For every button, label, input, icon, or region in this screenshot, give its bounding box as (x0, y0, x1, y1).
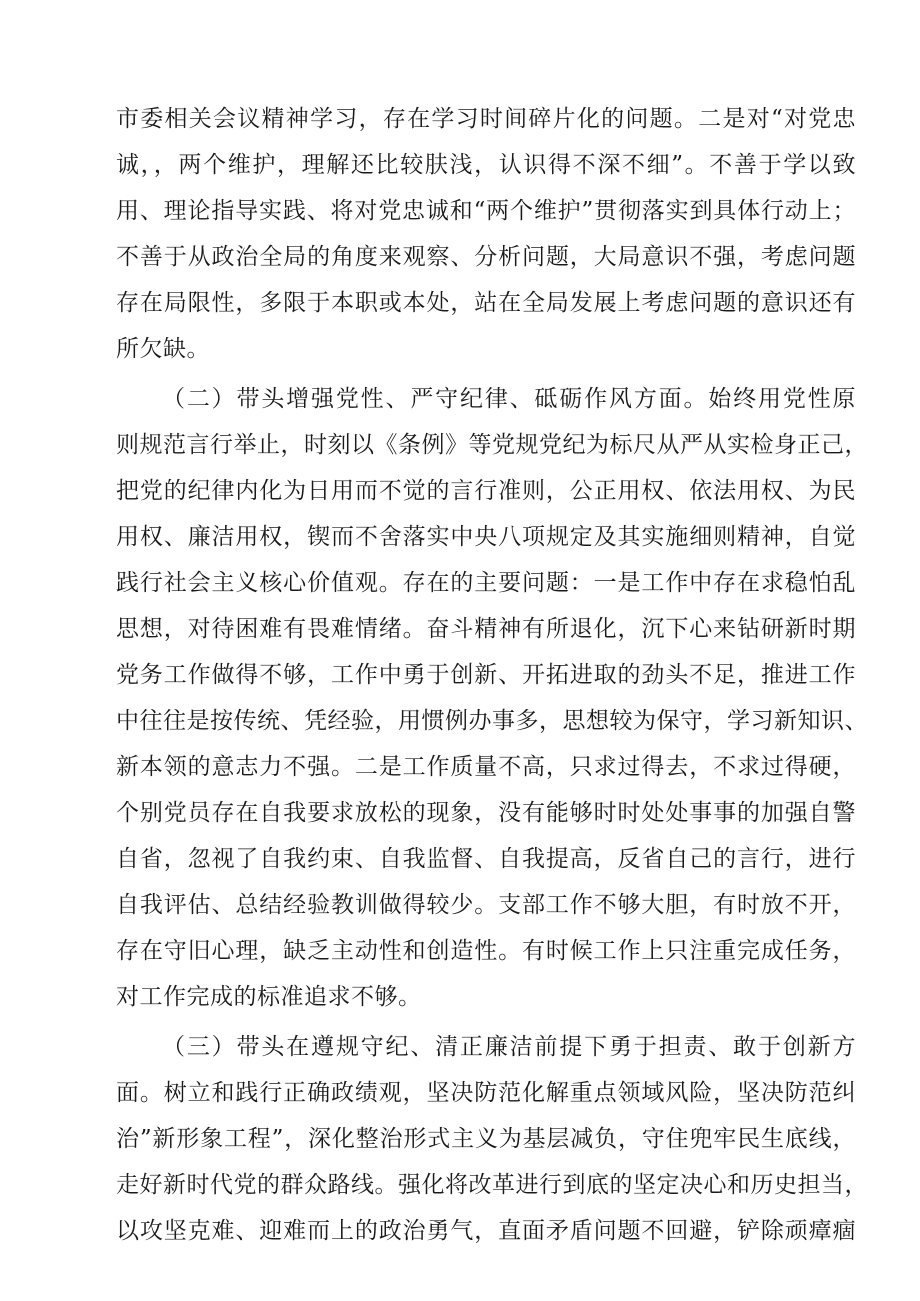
text-line: 用、理论指导实践、将对党忠诚和“两个维护”贯彻落实到具体行动上； (116, 198, 856, 224)
text-line: 以攻坚克难、迎难而上的政治勇气，直面矛盾问题不回避，铲除顽瘴痼 (116, 1218, 856, 1244)
text-line: 自我评估、总结经验教训做得较少。支部工作不够大胆，有时放不开， (116, 892, 856, 918)
paragraph-2 (116, 376, 868, 1020)
text-line: 市委相关会议精神学习，存在学习时间碎片化的问题。二是对“对党忠 (116, 106, 856, 132)
text-line: 个别党员存在自我要求放松的现象，没有能够时时处处事事的加强自警 (116, 800, 856, 826)
text-line: （三）带头在遵规守纪、清正廉洁前提下勇于担责、敢于创新方 (162, 1034, 856, 1060)
text-line: 面。树立和践行正确政绩观，坚决防范化解重点领域风险，坚决防范纠 (116, 1080, 856, 1106)
text-line: 对工作完成的标准追求不够。 (116, 984, 422, 1010)
text-line: 不善于从政治全局的角度来观察、分析问题，大局意识不强，考虑问题 (116, 244, 856, 270)
text-line: 存在守旧心理，缺乏主动性和创造性。有时候工作上只注重完成任务， (116, 938, 856, 964)
text-line: （二）带头增强党性、严守纪律、砥砺作风方面。始终用党性原 (162, 386, 856, 412)
text-line: 自省，忽视了自我约束、自我监督、自我提高，反省自己的言行，进行 (116, 846, 856, 872)
paragraph-1 (116, 96, 856, 372)
text-line: 思想，对待困难有畏难情绪。奋斗精神有所退化，沉下心来钻研新时期 (116, 616, 856, 642)
text-line: 存在局限性，多限于本职或本处，站在全局发展上考虑问题的意识还有 (116, 290, 856, 316)
text-line: 走好新时代党的群众路线。强化将改革进行到底的坚定决心和历史担当， (116, 1172, 868, 1198)
text-line: 党务工作做得不够，工作中勇于创新、开拓进取的劲头不足，推进工作 (116, 662, 856, 688)
document-body (116, 96, 868, 1254)
text-line: 践行社会主义核心价值观。存在的主要问题：一是工作中存在求稳怕乱 (116, 570, 856, 596)
text-line: 所欠缺。 (116, 336, 210, 362)
paragraph-3 (116, 1024, 868, 1254)
text-line: 则规范言行举止，时刻以《条例》等党规党纪为标尺从严从实检身正己， (116, 432, 868, 458)
text-line: 诚，，两个维护，理解还比较肤浅，认识得不深不细”。不善于学以致 (116, 152, 856, 178)
text-line: 把党的纪律内化为日用而不觉的言行准则，公正用权、依法用权、为民 (116, 478, 856, 504)
text-line: 中往往是按传统、凭经验，用惯例办事多，思想较为保守，学习新知识、 (116, 708, 868, 734)
text-line: 治”新形象工程”，深化整治形式主义为基层减负，守住兜牢民生底线， (116, 1126, 856, 1152)
text-line: 用权、廉洁用权，锲而不舍落实中央八项规定及其实施细则精神，自觉 (116, 524, 856, 550)
text-line: 新本领的意志力不强。二是工作质量不高，只求过得去，不求过得硬， (116, 754, 856, 780)
